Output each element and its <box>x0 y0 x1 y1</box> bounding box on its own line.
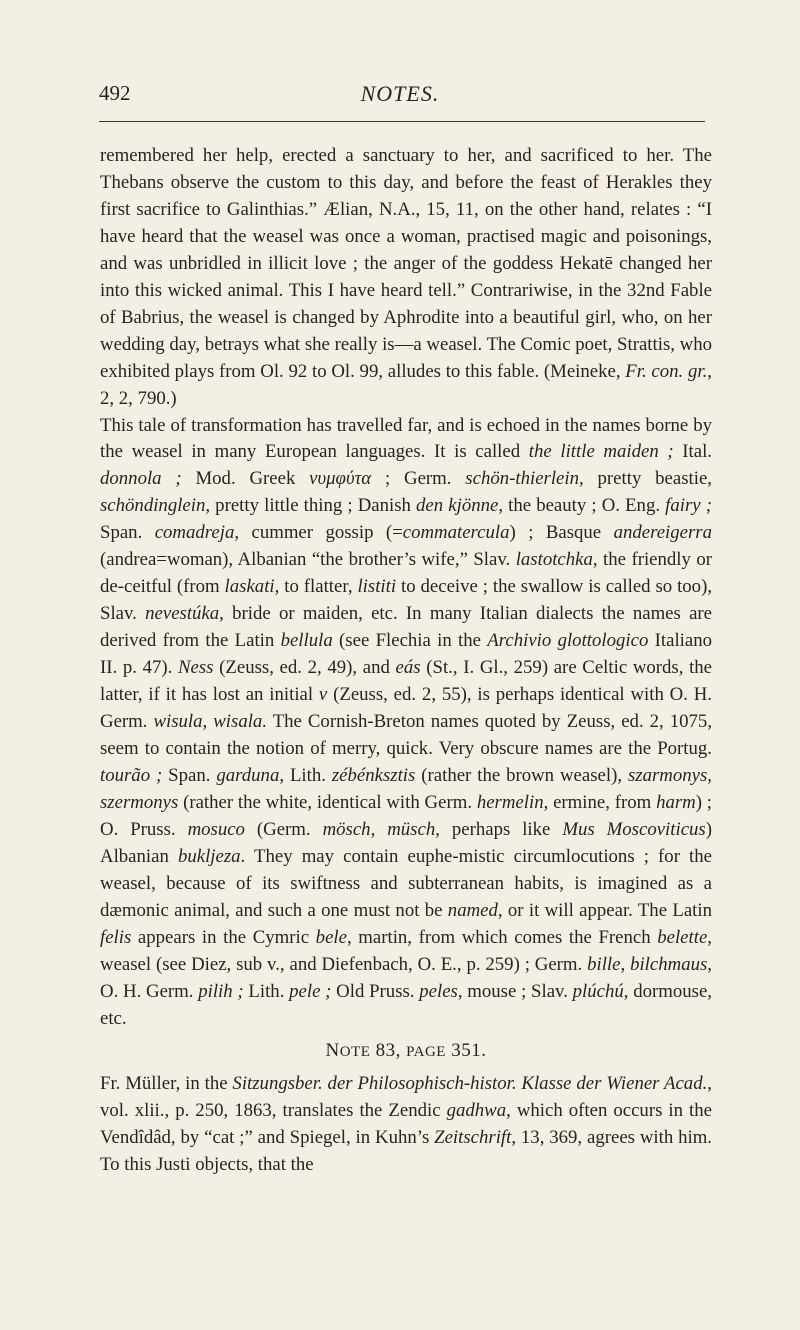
header-rule <box>99 121 705 122</box>
paragraph-continuation: remembered her help, erected a sanctuary to her, and sacrificed to her. The Thebans observe the custom to this day, and before the feast of Herakles they first sacrifice to Galinthias.” Ælian, N.A., 15, 11, on the other hand, relates : “I have heard that the weasel was once a woman, practised magic and poisonings, and was unbridled in illicit love ; the anger of the goddess Hekatē changed her into this wicked animal. This I have heard tell.” Contrariwise, in the 32nd Fable of Babrius, the weasel is changed by Aphrodite into a beautiful girl, who, on her wedding day, betrays what she really is—a weasel. The Comic poet, Strattis, who exhibited plays from Ol. 92 to Ol. 99, alludes to this fable. (Meineke, Fr. con. gr., 2, 2, 790.) <box>100 145 712 409</box>
header-title: NOTES. <box>360 81 440 106</box>
running-head <box>99 81 701 111</box>
note-heading: NOTE 83, PAGE 351. <box>325 1040 487 1062</box>
page-number: 492 <box>99 81 131 105</box>
paragraph-weasel-names: This tale of transformation has travelled far, and is echoed in the names borne by the weasel in many European languages. It is called the little maiden ; Ital. donnola ; Mod. Greek νυμφύτα ; Germ. schön-thierlein, pretty beastie, schöndinglein, pretty little thing ; Danish den kjönne, the beauty ; O. Eng. fairy ; Span. comadreja, cummer gossip (=commatercula) ; Basque andereigerra (andrea=woman), Albanian “the brother’s wife,” Slav. lastotchka, the friendly or de-ceitful (from laskati, to flatter, listiti to deceive ; the swallow is called so too), Slav. nevestúka, bride or maiden, etc. In many Italian dialects the names are derived from the Latin bellula (see Flechia in the Archivio glottologico Italiano II. p. 47). Ness (Zeuss, ed. 2, 49), and eás (St., I. Gl., 259) are Celtic words, the latter, if it has lost an initial v (Zeuss, ed. 2, 55), is perhaps identical with O. H. Germ. wisula, wisala. The Cornish-Breton names quoted by Zeuss, ed. 2, 1075, seem to contain the notion of merry, quick. Very obscure names are the Portug. tourão ; Span. garduna, Lith. zébénksztis (rather the brown weasel), szarmonys, szermonys (rather the white, identical with Germ. hermelin, ermine, from harm) ; O. Pruss. mosuco (Germ. mösch, müsch, perhaps like Mus Moscoviticus) Albanian bukljeza. They may contain euphe-mistic circumlocutions ; for the weasel, because of its swiftness and subterranean habits, is imagined as a dæmonic animal, and such a one must not be named, or it will appear. The Latin felis appears in the Cymric bele, martin, from which comes the French belette, weasel (see Diez, sub v., and Diefenbach, O. E., p. 259) ; Germ. bille, bilchmaus, O. H. Germ. pilih ; Lith. pele ; Old Pruss. peles, mouse ; Slav. plúchú, dormouse, etc. <box>100 414 713 1029</box>
main-text <box>100 143 712 1179</box>
paragraph-note-83: Fr. Müller, in the Sitzungsber. der Philosophisch-histor. Klasse der Wiener Acad., vol. xlii., p. 250, 1863, translates the Zendic gadhwa, which often occurs in the Vendîdâd, by “cat ;” and Spiegel, in Kuhn’s Zeitschrift, 13, 369, agrees with him. To this Justi objects, that the <box>100 1073 713 1176</box>
